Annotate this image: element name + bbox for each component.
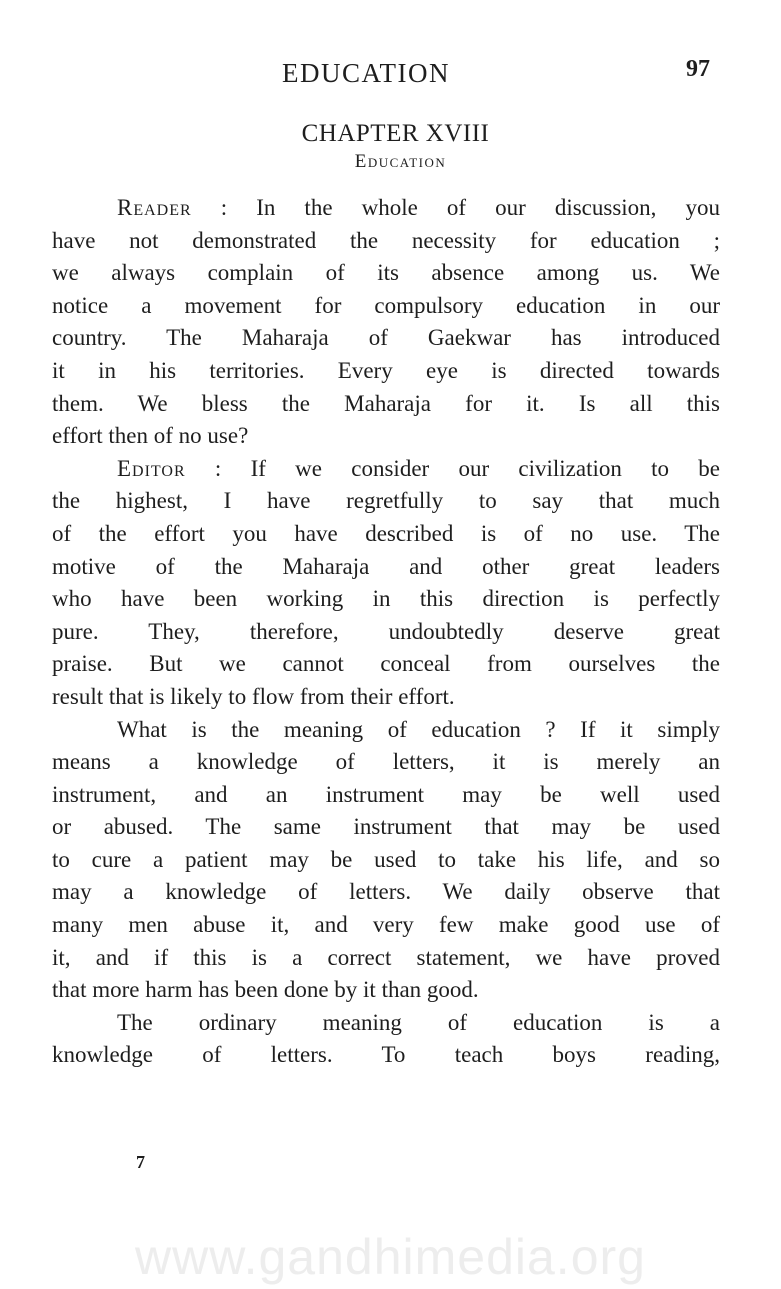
paragraph-line: Reader : In the whole of our discussion, you bbox=[117, 195, 720, 220]
paragraph-line: that more harm has been done by it than good. bbox=[52, 977, 479, 1003]
paragraph-line: or abused. The same instrument that may be used bbox=[52, 814, 720, 840]
paragraph-line: have not demonstrated the necessity for education ; bbox=[52, 227, 720, 253]
paragraph-line: pure. They, therefore, undoubtedly deserve great bbox=[52, 618, 720, 644]
page-number: 97 bbox=[686, 56, 710, 82]
paragraph-line: praise. But we cannot conceal from ourselves the bbox=[52, 651, 720, 677]
speaker-label: Reader bbox=[117, 195, 192, 220]
paragraph-line: we always complain of its absence among us. We bbox=[52, 260, 720, 286]
paragraph-line: Editor : If we consider our civilization to be bbox=[117, 455, 720, 481]
paragraph-line: notice a movement for compulsory education in our bbox=[52, 292, 720, 318]
paragraph-line: the highest, I have regretfully to say that much bbox=[52, 488, 720, 514]
chapter-number: CHAPTER XVIII bbox=[301, 120, 490, 147]
paragraph-line: country. The Maharaja of Gaekwar has introduced bbox=[52, 325, 720, 351]
running-title: EDUCATION bbox=[282, 58, 450, 88]
paragraph-line: The ordinary meaning of education is a bbox=[117, 1009, 720, 1035]
paragraph-line: motive of the Maharaja and other great leaders bbox=[52, 553, 720, 579]
paragraph-line: knowledge of letters. To teach boys reading, bbox=[52, 1042, 720, 1068]
paragraph-line: may a knowledge of letters. We daily observe that bbox=[52, 879, 720, 905]
paragraph-line: it in his territories. Every eye is directed towards bbox=[52, 357, 720, 383]
paragraph-line: of the effort you have described is of no use. The bbox=[52, 520, 720, 546]
paragraph-line: instrument, and an instrument may be well used bbox=[52, 781, 720, 807]
chapter-heading bbox=[0, 120, 781, 173]
watermark: www.gandhimedia.org bbox=[135, 1229, 646, 1285]
paragraph-line: them. We bless the Maharaja for it. Is all this bbox=[52, 390, 720, 416]
paragraph-line: result that is likely to flow from their effort. bbox=[52, 683, 455, 709]
paragraph-line: many men abuse it, and very few make good use of bbox=[52, 912, 720, 938]
speaker-label: Editor bbox=[117, 455, 186, 481]
paragraph-line: means a knowledge of letters, it is merely an bbox=[52, 749, 720, 775]
chapter-title: Education bbox=[354, 151, 447, 172]
paragraph-line: effort then of no use? bbox=[52, 423, 249, 449]
paragraph-line: What is the meaning of education ? If it simply bbox=[117, 716, 720, 742]
signature-mark: 7 bbox=[136, 1152, 145, 1172]
body-text bbox=[52, 192, 720, 1072]
paragraph-line: it, and if this is a correct statement, we have proved bbox=[52, 944, 720, 970]
paragraph-line: to cure a patient may be used to take his life, and so bbox=[52, 846, 720, 872]
paragraph-line: who have been working in this direction is perfectly bbox=[52, 586, 720, 612]
running-header bbox=[0, 56, 781, 96]
